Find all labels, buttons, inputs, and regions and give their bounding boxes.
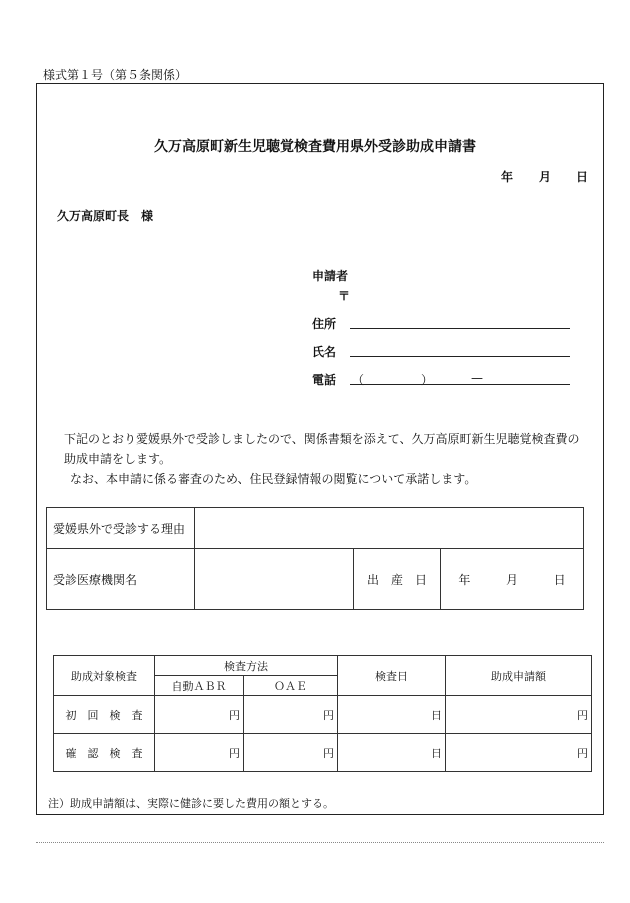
- row-label-initial: 初 回 検 査: [54, 696, 155, 734]
- header-method: 検査方法: [155, 656, 338, 676]
- phone-open-paren: （: [352, 373, 365, 387]
- name-field-line[interactable]: [350, 356, 570, 357]
- cell-amount-initial[interactable]: 円: [446, 696, 592, 734]
- table-row: [54, 696, 592, 734]
- form-number-label: 様式第１号（第５条関係）: [43, 68, 188, 82]
- applicant-heading: 申請者: [312, 269, 349, 283]
- hospital-label: 受診医療機関名: [47, 549, 195, 610]
- header-exam-date: 検査日: [338, 656, 446, 696]
- header-amount: 助成申請額: [446, 656, 592, 696]
- page-divider: [36, 842, 604, 843]
- birth-date-field[interactable]: [441, 549, 584, 610]
- birth-month: 月: [506, 572, 519, 587]
- phone-label: 電話: [312, 373, 337, 387]
- header-target-exam: 助成対象検査: [54, 656, 155, 696]
- date-day: 日: [576, 170, 589, 184]
- body-text-line1: 下記のとおり愛媛県外で受診しましたので、関係書類を添えて、久万高原町新生児聴覚検査費の: [64, 432, 580, 446]
- reason-field[interactable]: [195, 508, 584, 549]
- footnote: 注）助成申請額は、実際に健診に要した費用の額とする。: [48, 797, 334, 810]
- birth-year: 年: [458, 572, 471, 587]
- cell-oae-initial[interactable]: 円: [244, 696, 338, 734]
- body-text-line3: なお、本申請に係る審査のため、住民登録情報の閲覧について承諾します。: [70, 472, 477, 486]
- exam-table: [53, 655, 592, 772]
- birth-date-label: 出 産 日: [354, 549, 441, 610]
- date-year: 年: [501, 170, 514, 184]
- postal-mark: 〒: [338, 289, 351, 303]
- birth-day: 日: [553, 572, 566, 587]
- name-label: 氏名: [312, 345, 337, 359]
- info-table: [46, 507, 584, 610]
- table-row: [54, 734, 592, 772]
- hospital-field[interactable]: [195, 549, 354, 610]
- cell-date-initial[interactable]: 日: [338, 696, 446, 734]
- phone-field-line[interactable]: [350, 384, 570, 385]
- header-oae: ＯＡＥ: [244, 676, 338, 696]
- addressee: 久万高原町長 様: [57, 209, 154, 223]
- cell-amount-confirm[interactable]: 円: [446, 734, 592, 772]
- row-label-confirm: 確 認 検 査: [54, 734, 155, 772]
- phone-dash: —: [471, 371, 483, 385]
- form-title: 久万高原町新生児聴覚検査費用県外受診助成申請書: [154, 139, 476, 155]
- address-label: 住所: [312, 317, 337, 331]
- reason-label: 愛媛県外で受診する理由: [47, 508, 195, 549]
- date-month: 月: [539, 170, 552, 184]
- cell-date-confirm[interactable]: 日: [338, 734, 446, 772]
- address-field-line[interactable]: [350, 328, 570, 329]
- cell-abr-initial[interactable]: 円: [155, 696, 244, 734]
- cell-abr-confirm[interactable]: 円: [155, 734, 244, 772]
- header-abr: 自動ＡＢＲ: [155, 676, 244, 696]
- body-text-line2: 助成申請をします。: [64, 452, 172, 466]
- cell-oae-confirm[interactable]: 円: [244, 734, 338, 772]
- phone-close-paren: ）: [421, 373, 434, 387]
